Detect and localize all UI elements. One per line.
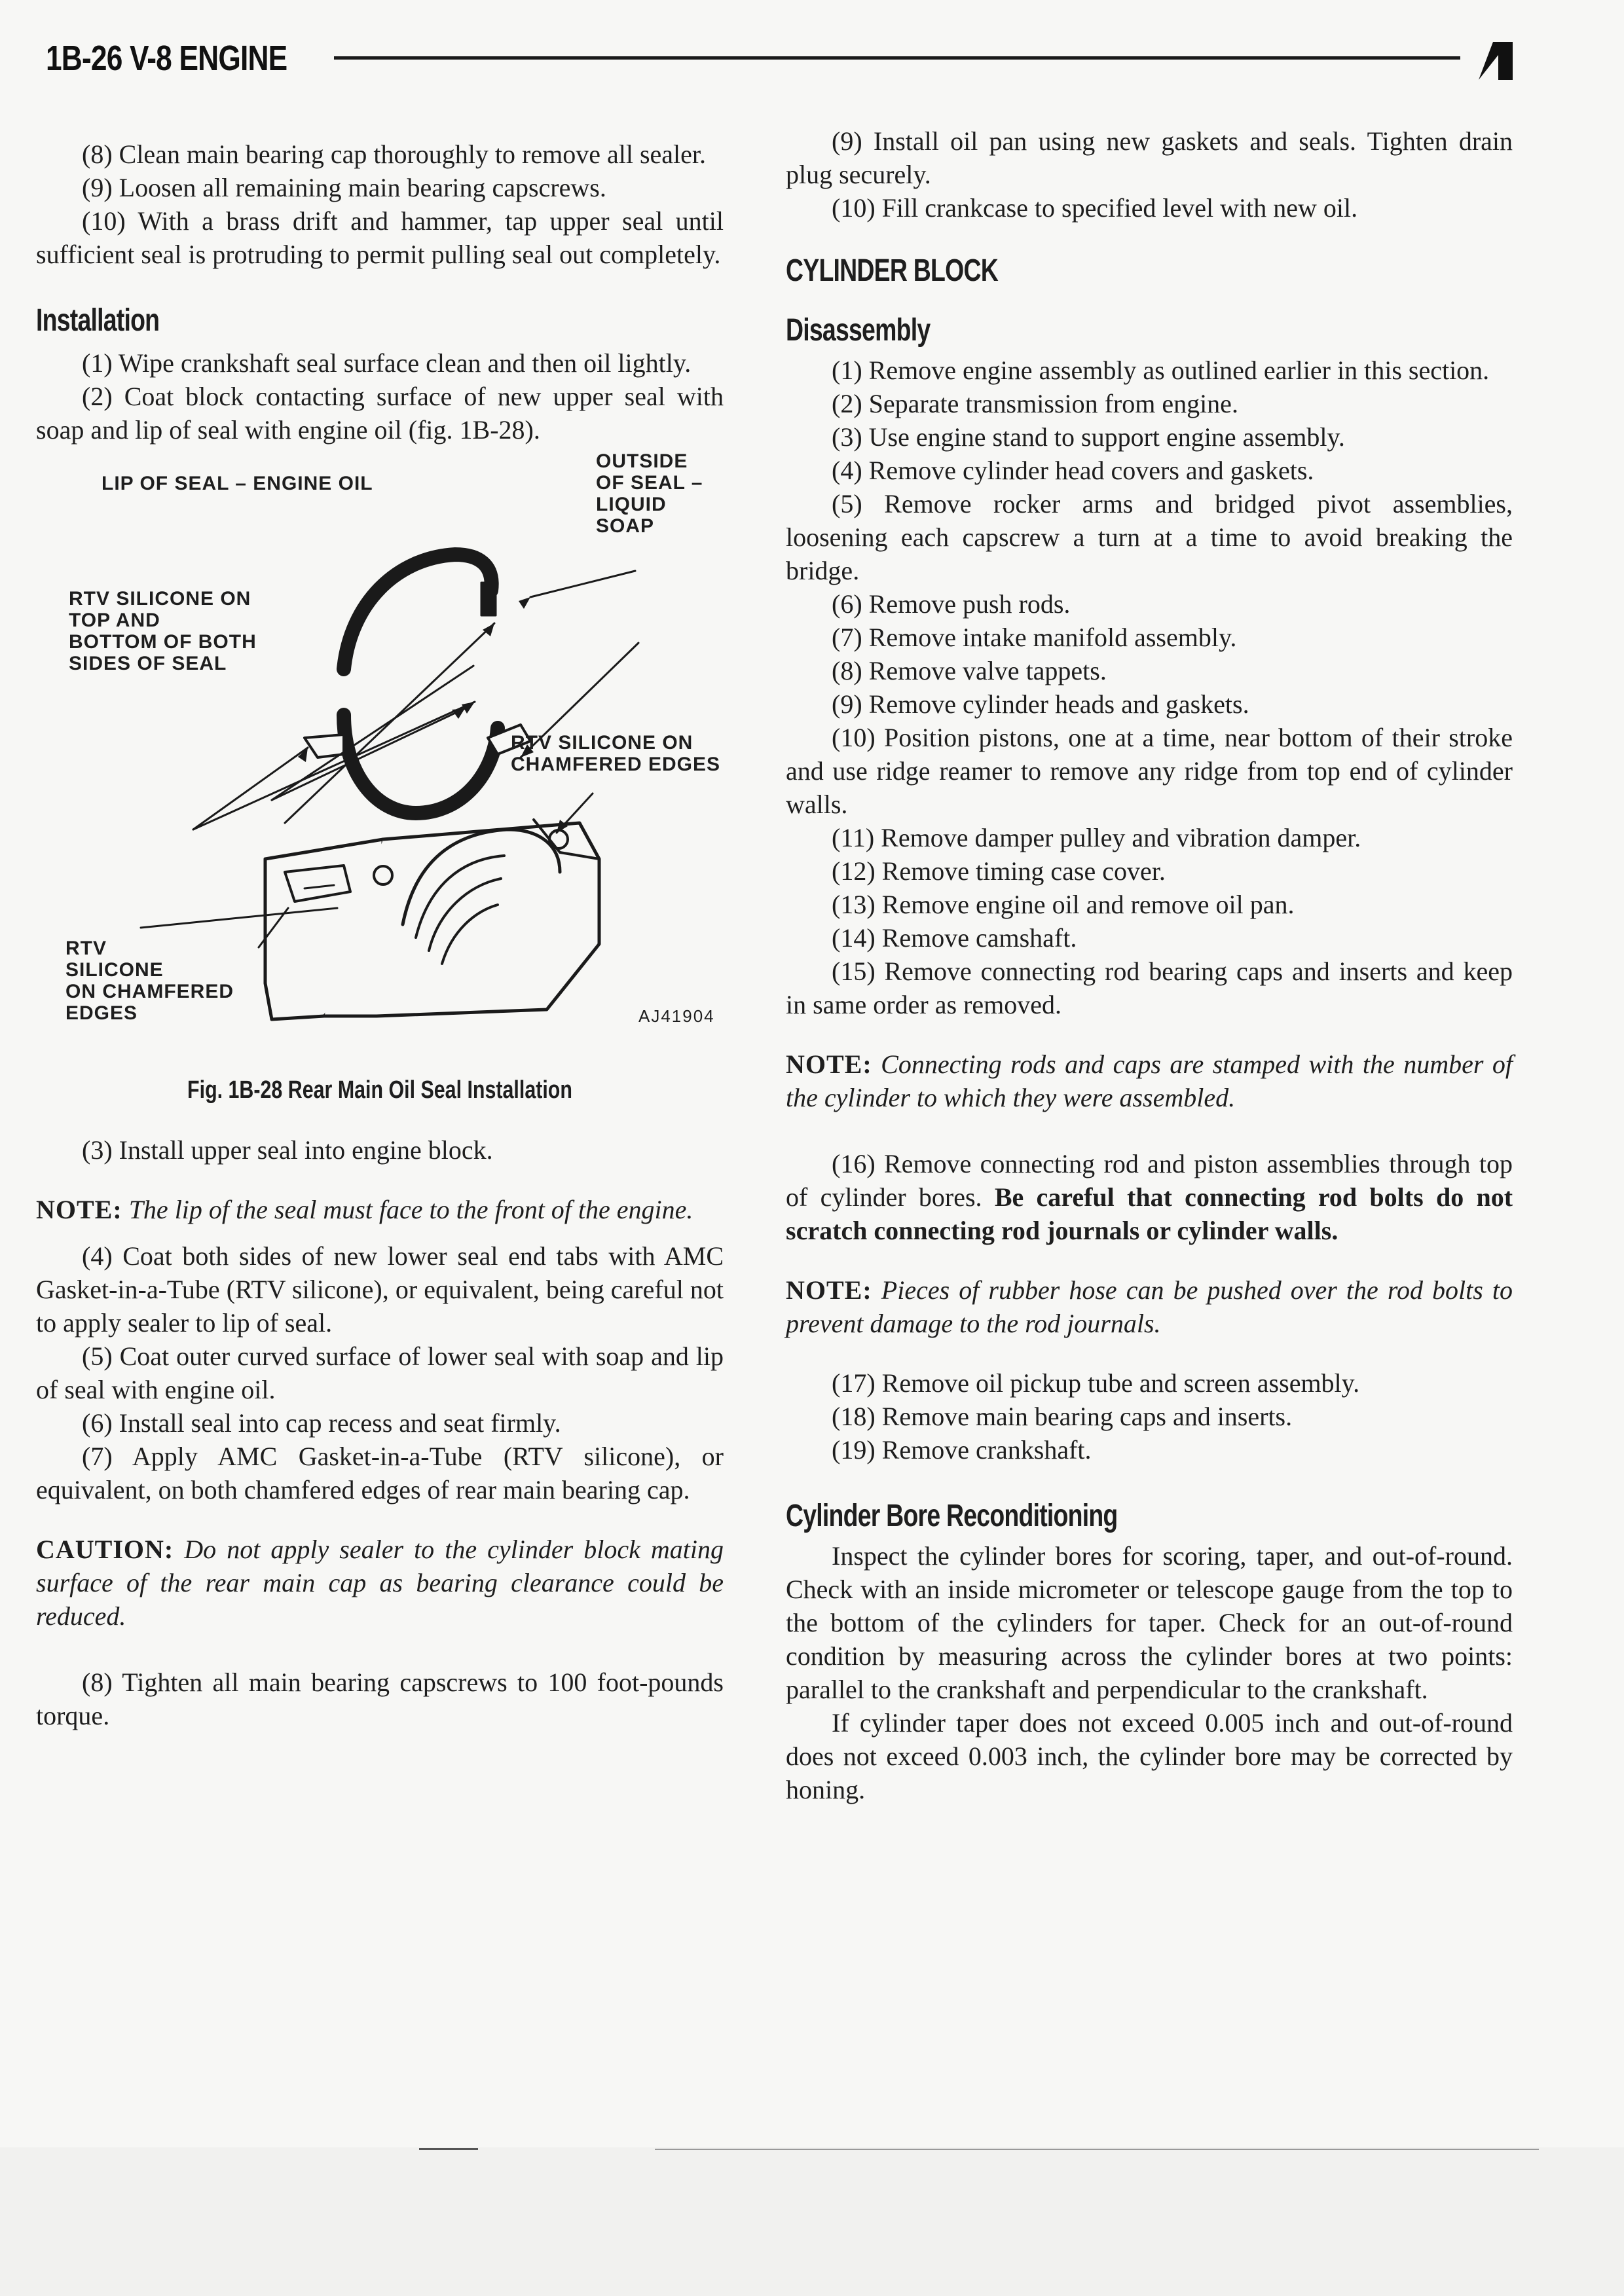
note-label: NOTE: — [786, 1049, 872, 1079]
note-text: The lip of the seal must face to the front of the engine. — [128, 1195, 693, 1224]
disassembly-step-18: (18) Remove main bearing caps and inserts. — [832, 1402, 1293, 1431]
note-rods-stamped — [786, 1048, 1513, 1114]
bore-reconditioning-heading: Cylinder Bore Reconditioning — [786, 1499, 1118, 1533]
label-rtv-top-bottom-4: SIDES OF SEAL — [69, 653, 227, 674]
note-text: Connecting rods and caps are stamped with the number of the cylinder to which they were assembled. — [786, 1049, 1513, 1112]
caution-text: Do not apply sealer to the cylinder block mating surface of the rear main cap as bearing clearance could be reduced. — [36, 1535, 724, 1631]
disassembly-step-16 — [786, 1147, 1513, 1247]
label-rtv-top-bottom-1: RTV SILICONE ON — [69, 588, 251, 610]
disassembly-step-9: (9) Remove cylinder heads and gaskets. — [832, 689, 1249, 719]
step-tap-seal: (10) With a brass drift and hammer, tap upper seal until sufficient seal is protruding to permit pulling seal out completely. — [36, 206, 724, 269]
step-clean-cap: (8) Clean main bearing cap thoroughly to remove all sealer. — [82, 139, 707, 169]
disassembly-step-8: (8) Remove valve tappets. — [832, 656, 1107, 685]
note-rubber-hose — [786, 1273, 1513, 1340]
label-rtv-left-1: RTV — [65, 938, 107, 959]
step-16-text: (16) Remove connecting rod and piston assemblies through top of cylinder bores. — [786, 1149, 1513, 1212]
label-rtv-chamfered-2: CHAMFERED EDGES — [511, 754, 721, 775]
disassembly-step-14: (14) Remove camshaft. — [832, 923, 1077, 953]
disassembly-step-15: (15) Remove connecting rod bearing caps and inserts and keep in same order as removed. — [786, 957, 1513, 1019]
cylinder-block-heading: CYLINDER BLOCK — [786, 253, 998, 288]
installation-heading: Installation — [36, 303, 160, 338]
label-rtv-top-bottom-2: TOP AND — [69, 610, 160, 631]
step-coat-outer-surface: (5) Coat outer curved surface of lower seal with soap and lip of seal with engine oil. — [36, 1341, 724, 1404]
note-label: NOTE: — [786, 1275, 872, 1305]
footer-rule-right — [655, 2149, 1539, 2150]
step-loosen-capscrews: (9) Loosen all remaining main bearing capscrews. — [82, 173, 606, 202]
label-rtv-top-bottom-3: BOTTOM OF BOTH — [69, 631, 257, 653]
step-wipe-crankshaft: (1) Wipe crankshaft seal surface clean and then oil lightly. — [82, 348, 692, 378]
disassembly-step-4: (4) Remove cylinder head covers and gaskets. — [832, 456, 1314, 485]
disassembly-step-10: (10) Position pistons, one at a time, near bottom of their stroke and use ridge reamer to remove any ridge from top end of cylinder walls. — [786, 723, 1513, 819]
label-lip-of-seal: LIP OF SEAL – ENGINE OIL — [101, 473, 373, 494]
left-column — [36, 137, 724, 1732]
disassembly-step-11: (11) Remove damper pulley and vibration damper. — [832, 823, 1361, 852]
label-rtv-left-3: ON CHAMFERED — [65, 981, 234, 1002]
right-column — [786, 124, 1513, 1806]
label-rtv-left-4: EDGES — [65, 1002, 138, 1024]
step-fill-crankcase: (10) Fill crankcase to specified level with new oil. — [832, 193, 1358, 223]
step-install-upper-seal: (3) Install upper seal into engine block. — [82, 1135, 493, 1165]
disassembly-step-5: (5) Remove rocker arms and bridged pivot assemblies, loosening each capscrew a turn at a time to avoid breaking the bridge. — [786, 489, 1513, 585]
caution-sealer — [36, 1533, 724, 1633]
disassembly-step-17: (17) Remove oil pickup tube and screen assembly. — [832, 1368, 1360, 1398]
running-head: 1B-26 V-8 ENGINE — [46, 39, 287, 78]
note-label: NOTE: — [36, 1195, 122, 1224]
step-install-seal-cap: (6) Install seal into cap recess and seat firmly. — [82, 1408, 561, 1438]
step-16-warning: Be careful that connecting rod bolts do not scratch connecting rod journals or cylinder walls. — [786, 1182, 1513, 1245]
step-coat-block: (2) Coat block contacting surface of new upper seal with soap and lip of seal with engine oil (fig. 1B-28). — [36, 382, 724, 445]
bore-honing-paragraph: If cylinder taper does not exceed 0.005 inch and out-of-round does not exceed 0.003 inch, the cylinder bore may be corrected by honing. — [786, 1708, 1513, 1804]
figure-caption: Fig. 1B-28 Rear Main Oil Seal Installation — [187, 1076, 572, 1104]
disassembly-step-2: (2) Separate transmission from engine. — [832, 389, 1238, 418]
section-mark-icon — [1479, 42, 1513, 80]
label-outside-seal-1: OUTSIDE — [596, 450, 688, 472]
label-outside-seal-3: LIQUID — [596, 494, 667, 515]
disassembly-step-19: (19) Remove crankshaft. — [832, 1435, 1092, 1465]
label-outside-seal-4: SOAP — [596, 515, 655, 537]
note-lip-front — [36, 1193, 724, 1226]
page-header — [46, 33, 1486, 85]
disassembly-step-1: (1) Remove engine assembly as outlined earlier in this section. — [832, 355, 1490, 385]
disassembly-step-3: (3) Use engine stand to support engine assembly. — [832, 422, 1345, 452]
note-text: Pieces of rubber hose can be pushed over the rod bolts to prevent damage to the rod journals. — [786, 1275, 1513, 1338]
bore-inspection-paragraph: Inspect the cylinder bores for scoring, taper, and out-of-round. Check with an inside micrometer or telescope gauge from the top to the bottom of the cylinders for taper. Check for an out-of-round condition by measuring across the cylinder bores at two points: parallel to the crankshaft and perpendicular to the crankshaft. — [786, 1541, 1513, 1704]
disassembly-step-7: (7) Remove intake manifold assembly. — [832, 623, 1237, 652]
label-rtv-chamfered-1: RTV SILICONE ON — [511, 732, 693, 754]
caution-label: CAUTION: — [36, 1535, 174, 1564]
step-install-oil-pan: (9) Install oil pan using new gaskets and seals. Tighten drain plug securely. — [786, 126, 1513, 189]
label-rtv-left-2: SILICONE — [65, 959, 164, 981]
step-coat-lower-seal: (4) Coat both sides of new lower seal end tabs with AMC Gasket-in-a-Tube (RTV silicone), or equivalent, being careful not to apply sealer to lip of seal. — [36, 1241, 724, 1338]
disassembly-step-6: (6) Remove push rods. — [832, 589, 1071, 619]
seal-installation-figure — [36, 450, 724, 1068]
disassembly-step-13: (13) Remove engine oil and remove oil pan. — [832, 890, 1295, 919]
disassembly-step-12: (12) Remove timing case cover. — [832, 856, 1166, 886]
disassembly-heading: Disassembly — [786, 313, 931, 348]
label-outside-seal-2: OF SEAL – — [596, 472, 703, 494]
step-tighten-capscrews: (8) Tighten all main bearing capscrews to 100 foot-pounds torque. — [36, 1667, 724, 1730]
figure-code: AJ41904 — [638, 1006, 715, 1026]
header-rule — [334, 56, 1460, 60]
step-apply-rtv: (7) Apply AMC Gasket-in-a-Tube (RTV silicone), or equivalent, on both chamfered edges of rear main bearing cap. — [36, 1442, 724, 1504]
footer-rule-left — [419, 2148, 478, 2150]
